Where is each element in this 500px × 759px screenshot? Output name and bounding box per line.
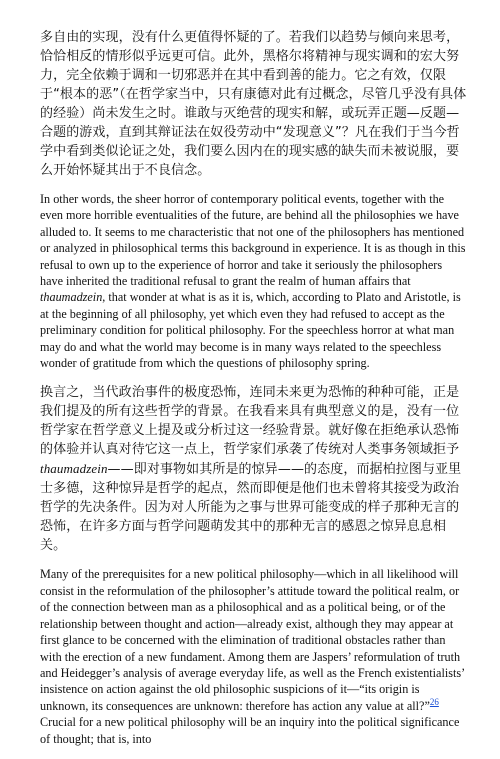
- paragraph-text: Crucial for a new political philosophy will be an inquiry into the political significance of thought; that is, into: [40, 715, 460, 746]
- document-page: [40, 28, 468, 759]
- chinese-paragraph-1: 多自由的实现，没有什么更值得怀疑的了。若我们以趋势与倾向来思考，恰恰相反的情形似乎远更可信。此外，黑格尔将精神与现实调和的宏大努力，完全依赖于调和一切邪恶并在其中看到善的能力。它之有效，仅限于“根本的恶”（在哲学家当中，只有康德对此有过概念，尽管几乎没有具体的经验）尚未发生之时。谁敢与灭绝营的现实和解，或玩弄正题—反题—合题的游戏，直到其辩证法在奴役劳动中“发现意义”？凡在我们于当今哲学中看到类似论证之处，我们要么因内在的现实感的缺失而未被说服，要么开始怀疑其出于不良信念。: [40, 30, 467, 178]
- chinese-paragraph-3: [40, 383, 468, 555]
- english-paragraph-2: [40, 191, 468, 371]
- footnote-link[interactable]: 26: [429, 696, 439, 707]
- paragraph-text: Many of the prerequisites for a new political philosophy—which in all likelihood will consist in the reformulation of the philosopher’s attitude toward the political realm, or of the connection between man as a philosophical and as a political being, or of the relationship between thought and action—already exist, although they may appear at first glance to be concerned with the elimination of traditional obstacles rather than with the erection of a new fundament. Among them are Jaspers’ reformulation of truth and Heidegger’s analysis of average everyday life, as well as the French existentialists’ insistence on action against the old philosophic suspicions of it—“its origin is unknown, its consequences are unknown: therefore has action any value at all?”: [40, 567, 465, 713]
- paragraph-text: ——即对事物如其所是的惊异——的态度，而据柏拉图与亚里士多德，这种惊异是哲学的起点，然而即便是他们也未曾将其接受为政治哲学的先决条件。因为对人所能为之事与世界可能变成的样子那种无言的恐怖，在许多方面与哲学问题萌发其中的那种无言的感恩之惊异息息相关。: [40, 462, 462, 554]
- paragraph-text: In other words, the sheer horror of contemporary political events, together with the even more horrible eventualities of the future, are behind all the philosophies we have alluded to. It seems to me characteristic that not one of the philosophers has mentioned or analyzed in philosophical terms this background in experience. It is as though in this refusal to own up to the experience of horror and take it seriously the philosophers have inherited the traditional refusal to grant the realm of human affairs that: [40, 192, 466, 289]
- paragraph-text: , that wonder at what is as it is, which, according to Plato and Aristotle, is at the beginning of all philosophy, yet which even they had refused to accept as the preliminary condition for political philosophy. For the speechless horror at what man may do and what the world may become is in many ways related to the speechless wonder of gratitude from which the questions of philosophy spring.: [40, 290, 461, 371]
- english-paragraph-4: [40, 566, 468, 746]
- paragraph-text: 换言之，当代政治事件的极度恐怖，连同未来更为恐怖的种种可能，正是我们提及的所有这些哲学的背景。在我看来具有典型意义的是，没有一位哲学家在哲学意义上提及或分析过这一经验背景。就好像在拒绝承认恐怖的体验并认真对待它这一点上，哲学家们承袭了传统对人类事务领域拒予: [40, 385, 460, 458]
- italic-term: thaumadzein: [40, 290, 103, 305]
- italic-term: thaumadzein: [40, 461, 108, 477]
